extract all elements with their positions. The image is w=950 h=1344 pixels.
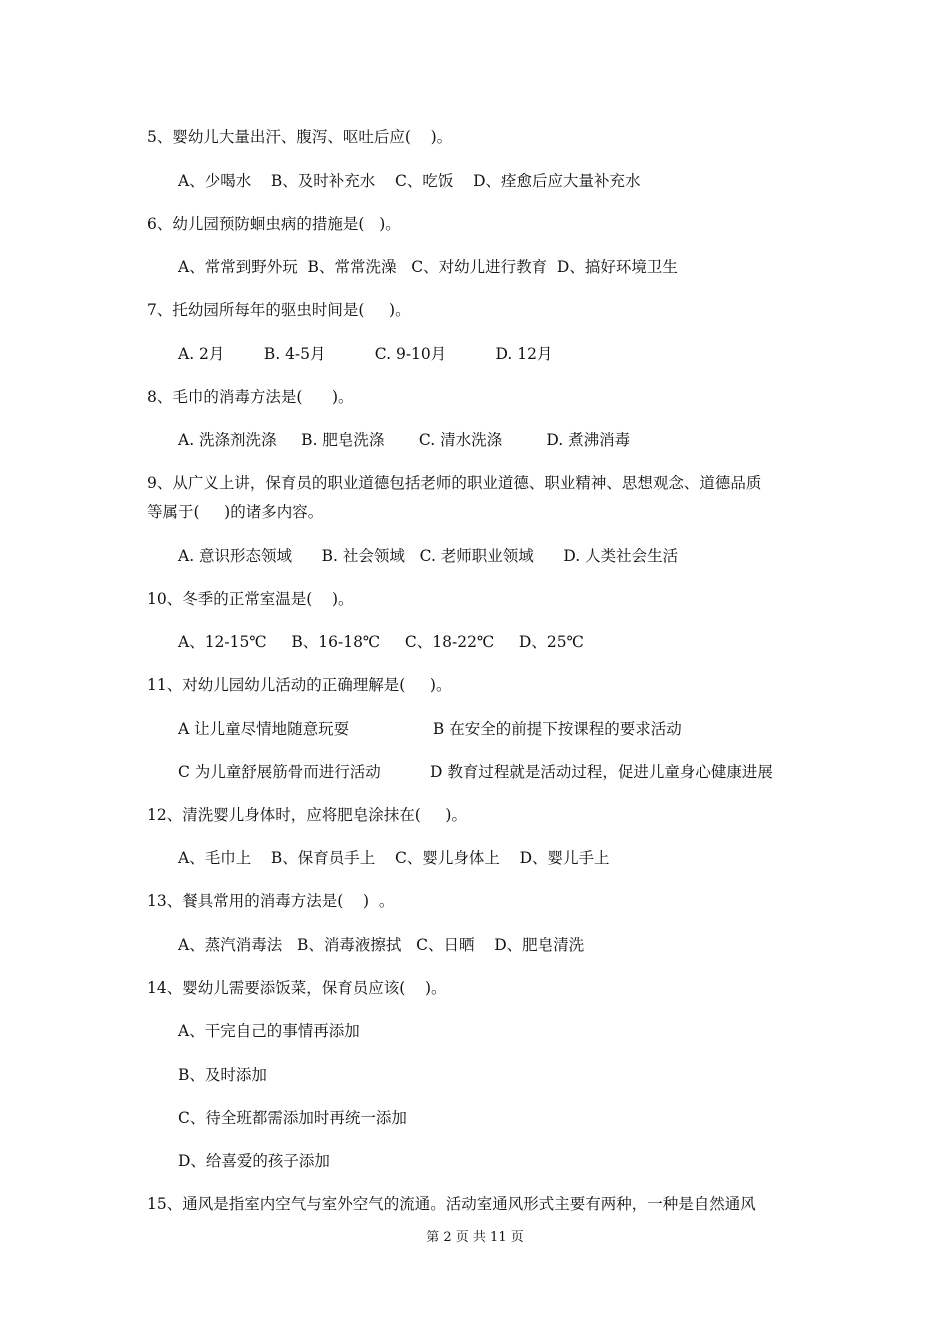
question-14-option-c: C、待全班都需添加时再统一添加	[178, 1109, 407, 1127]
question-9-line-2: 等属于( )的诸多内容。	[147, 503, 324, 521]
question-7: 7、托幼园所每年的驱虫时间是( )。	[147, 301, 411, 319]
page-footer: 第 2 页 共 11 页	[426, 1230, 524, 1245]
question-10-options: A、12-15℃ B、16-18℃ C、18-22℃ D、25℃	[178, 633, 584, 651]
question-9-line-1: 9、从广义上讲，保育员的职业道德包括老师的职业道德、职业精神、思想观念、道德品质	[147, 474, 762, 492]
question-7-options: A. 2月 B. 4-5月 C. 9-10月 D. 12月	[178, 345, 553, 363]
question-13-options: A、蒸汽消毒法 B、消毒液擦拭 C、日晒 D、肥皂清洗	[178, 936, 585, 954]
question-12-options: A、毛巾上 B、保育员手上 C、婴儿身体上 D、婴儿手上	[178, 849, 610, 867]
question-12: 12、清洗婴儿身体时，应将肥皂涂抹在( )。	[147, 806, 467, 824]
question-11-options-2: C 为儿童舒展筋骨而进行活动 D 教育过程就是活动过程，促进儿童身心健康进展	[178, 763, 773, 781]
question-5: 5、婴幼儿大量出汗、腹泻、呕吐后应( )。	[147, 128, 453, 146]
question-8-options: A. 洗涤剂洗涤 B. 肥皂洗涤 C. 清水洗涤 D. 煮沸消毒	[178, 431, 631, 449]
question-6: 6、幼儿园预防蛔虫病的措施是( )。	[147, 215, 401, 233]
question-15: 15、通风是指室内空气与室外空气的流通。活动室通风形式主要有两种，一种是自然通风	[147, 1195, 756, 1213]
question-14-option-d: D、给喜爱的孩子添加	[178, 1152, 330, 1170]
question-10: 10、冬季的正常室温是( )。	[147, 590, 354, 608]
question-6-options: A、常常到野外玩 B、常常洗澡 C、对幼儿进行教育 D、搞好环境卫生	[178, 258, 678, 276]
question-9-options: A. 意识形态领域 B. 社会领域 C. 老师职业领域 D. 人类社会生活	[178, 547, 679, 565]
question-5-options: A、少喝水 B、及时补充水 C、吃饭 D、痊愈后应大量补充水	[178, 172, 641, 190]
question-14-option-b: B、及时添加	[178, 1066, 267, 1084]
question-14-option-a: A、干完自己的事情再添加	[178, 1022, 360, 1040]
question-14: 14、婴幼儿需要添饭菜，保育员应该( )。	[147, 979, 447, 997]
question-13: 13、餐具常用的消毒方法是( ) 。	[147, 892, 395, 910]
question-11-options-1: A 让儿童尽情地随意玩耍 B 在安全的前提下按课程的要求活动	[178, 720, 682, 738]
question-11: 11、对幼儿园幼儿活动的正确理解是( )。	[147, 676, 452, 694]
question-8: 8、毛巾的消毒方法是( )。	[147, 388, 354, 406]
